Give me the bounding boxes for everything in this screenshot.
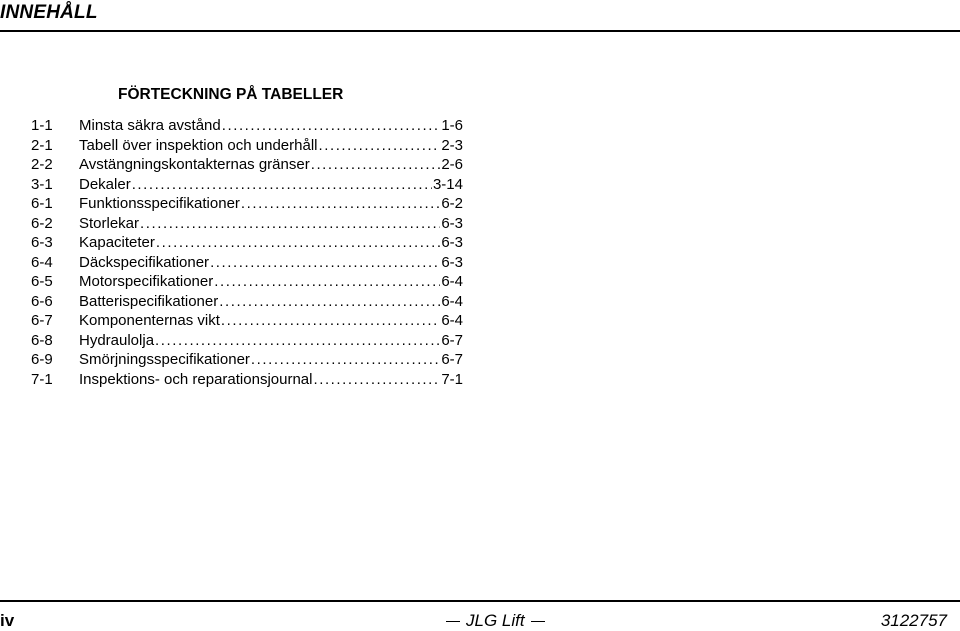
toc-row-page: 6-3 [441, 214, 463, 232]
toc-row-page: 6-7 [441, 351, 463, 368]
toc-row[interactable] [31, 155, 463, 175]
toc-row-leader-dots [214, 272, 440, 292]
toc-row-page: 2-3 [441, 136, 463, 154]
toc-row[interactable] [31, 194, 463, 214]
header-divider [0, 30, 960, 32]
toc-row-title: Minsta säkra avstånd [79, 117, 221, 134]
toc-row[interactable] [31, 214, 463, 234]
toc-row[interactable] [31, 136, 463, 156]
toc-row-title: Inspektions- och reparationsjournal [79, 370, 313, 388]
toc-row-leader-dots [210, 253, 440, 273]
toc-row-leader-dots [222, 116, 441, 136]
toc-row-leader-dots [241, 194, 440, 214]
toc-row-leader-dots [132, 175, 432, 195]
toc-row-title: Funktionsspecifikationer [79, 195, 240, 212]
toc-row-number: 6-1 [31, 195, 53, 212]
toc-row[interactable] [31, 253, 463, 273]
toc-row-number: 6-8 [31, 331, 53, 349]
toc-row[interactable] [31, 331, 463, 351]
toc-row-page: 2-6 [441, 156, 463, 173]
toc-row-title: Tabell över inspektion och underhåll [79, 136, 318, 154]
toc-row-page: 6-3 [441, 234, 463, 251]
toc-row-title: Komponenternas vikt [79, 312, 220, 329]
footer-brand-text: JLG Lift [466, 611, 525, 630]
toc-row-title: Smörjningsspecifikationer [79, 351, 250, 368]
toc-row-number: 6-2 [31, 214, 53, 232]
toc-row-number: 6-7 [31, 312, 53, 329]
toc-row-page: 6-2 [441, 195, 463, 212]
toc-row-page: 6-7 [441, 331, 463, 349]
toc-row[interactable] [31, 116, 463, 136]
toc-row-number: 6-4 [31, 253, 53, 271]
toc-row[interactable] [31, 292, 463, 312]
footer-dash-right [531, 621, 545, 622]
toc-row-number: 6-5 [31, 273, 53, 290]
toc-row-title: Hydraulolja [79, 331, 155, 349]
footer-brand [440, 611, 551, 631]
toc-row-title: Dekaler [79, 175, 131, 193]
toc-row-number: 2-2 [31, 156, 53, 173]
toc-row-number: 1-1 [31, 117, 53, 134]
toc-row[interactable] [31, 175, 463, 195]
toc-row-title: Kapaciteter [79, 234, 155, 251]
toc-row-page: 6-4 [441, 273, 463, 290]
toc-row-title: Däckspecifikationer [79, 253, 210, 271]
toc-row[interactable] [31, 272, 463, 292]
toc-row-page: 1-6 [441, 117, 463, 134]
toc-row-number: 2-1 [31, 136, 53, 154]
footer-divider [0, 600, 960, 602]
toc-row[interactable] [31, 350, 463, 370]
footer-page-number: iv [0, 611, 15, 630]
toc-row-leader-dots [155, 331, 440, 351]
toc-row-leader-dots [318, 136, 440, 156]
toc-row-page: 7-1 [441, 370, 463, 388]
toc-row-title: Batterispecifikationer [79, 292, 219, 310]
page-header-title: INNEHÅLL [0, 2, 98, 23]
table-of-tables [31, 116, 463, 389]
section-title: FÖRTECKNING PÅ TABELLER [118, 86, 344, 103]
toc-row-leader-dots [156, 233, 440, 253]
toc-row-page: 6-4 [441, 292, 463, 310]
toc-row-title: Storlekar [79, 214, 140, 232]
toc-row[interactable] [31, 233, 463, 253]
toc-row-leader-dots [313, 370, 440, 390]
toc-row-number: 6-3 [31, 234, 53, 251]
toc-row-leader-dots [311, 155, 441, 175]
toc-row[interactable] [31, 311, 463, 331]
toc-row-number: 6-9 [31, 351, 53, 368]
footer-dash-left [446, 621, 460, 622]
toc-row[interactable] [31, 370, 463, 390]
toc-row-leader-dots [140, 214, 440, 234]
toc-row-leader-dots [219, 292, 440, 312]
toc-row-page: 6-3 [441, 253, 463, 271]
toc-row-page: 3-14 [432, 175, 463, 193]
toc-row-number: 7-1 [31, 370, 53, 388]
toc-row-title: Avstängningskontakternas gränser [79, 156, 310, 173]
toc-row-leader-dots [251, 350, 440, 370]
toc-row-leader-dots [221, 311, 440, 331]
toc-row-page: 6-4 [441, 312, 463, 329]
toc-row-number: 3-1 [31, 175, 53, 193]
footer-doc-number: 3122757 [880, 611, 947, 630]
toc-row-title: Motorspecifikationer [79, 273, 214, 290]
toc-row-number: 6-6 [31, 292, 53, 310]
